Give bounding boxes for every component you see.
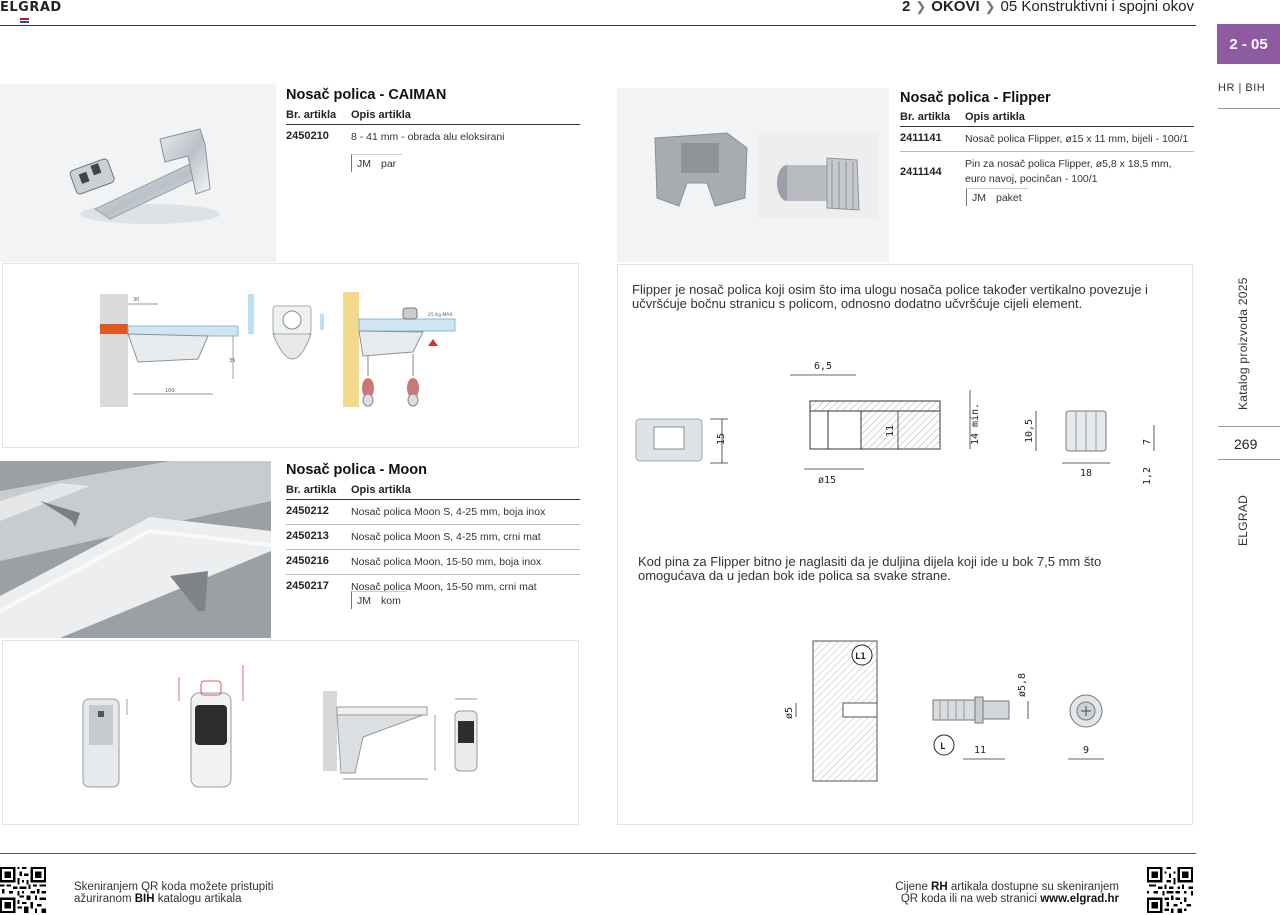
qr-code-bih[interactable] (0, 867, 46, 913)
article-code: 2450213 (286, 530, 329, 542)
dim-label: 10,5 (1024, 418, 1035, 443)
footer-right-line1a: Cijene (895, 881, 932, 893)
article-code: 2411141 (900, 132, 942, 144)
footer-divider (0, 853, 1196, 854)
caiman-unit (351, 148, 402, 172)
dim-label: 14 min. (970, 402, 981, 445)
article-code: 2450210 (286, 130, 329, 142)
col-header-code: Br. artikla (286, 484, 337, 496)
article-description: Nosač polica Moon S, 4-25 mm, boja inox (351, 506, 546, 518)
unit-value: kom (381, 595, 401, 607)
unit-value: par (381, 158, 397, 170)
chevron-right-icon: ❯ (984, 0, 996, 14)
breadcrumb-sub-number[interactable]: 05 (1000, 0, 1018, 15)
brand-logo: ELGRAD (0, 0, 62, 15)
flipper-table (900, 111, 1194, 191)
footer-left-line2b: katalogu artikala (154, 893, 242, 905)
unit-label: JM (357, 595, 371, 607)
dim-label: 30 (133, 297, 140, 303)
dim-label: 11 (885, 424, 896, 437)
dim-label: ø5 (784, 706, 795, 719)
page-number: 269 (1234, 436, 1258, 452)
flipper-info-panel (617, 264, 1193, 825)
col-header-code: Br. artikla (286, 109, 337, 121)
dim-label: ø5,8 (1017, 672, 1028, 697)
moon-unit (351, 585, 407, 609)
dim-label: 15 (716, 432, 727, 445)
breadcrumb-section-number[interactable]: 2 (902, 0, 911, 15)
qr-code-rh[interactable] (1147, 867, 1193, 913)
footer-left-text (74, 881, 273, 905)
table-row[interactable] (900, 127, 1194, 152)
rail-divider (1218, 108, 1280, 109)
unit-label: JM (357, 158, 371, 170)
breadcrumb-subsection[interactable]: Konstruktivni i spojni okov (1021, 0, 1194, 15)
footer-right-text (895, 881, 1119, 905)
dim-label: L (940, 742, 946, 752)
caiman-drawing (2, 263, 579, 448)
col-header-desc: Opis artikla (351, 484, 411, 496)
article-description: Nosač polica Moon, 15-50 mm, boja inox (351, 556, 542, 568)
dim-label: 7 (1142, 438, 1153, 445)
moon-photo (0, 461, 271, 638)
breadcrumb-section[interactable]: OKOVI (931, 0, 980, 15)
dim-label: 100 (165, 388, 175, 394)
chapter-tab[interactable]: 2 - 05 (1217, 24, 1280, 64)
dim-label: 6,5 (814, 361, 833, 372)
table-row[interactable] (286, 525, 580, 550)
pin-description: Kod pina za Flipper bitno je naglasiti da je duljina dijela koji ide u bok 7,5 mm što omogućava da u jedan bok ide polica sa svake strane. (638, 554, 1102, 583)
article-code: 2450217 (286, 580, 329, 592)
dim-label: 1,2 (1142, 466, 1153, 485)
article-description: Nosač polica Flipper, ø15 x 11 mm, bijeli - 100/1 (965, 133, 1189, 145)
moon-drawing (2, 640, 579, 825)
article-description: Nosač polica Moon, 15-50 mm, crni mat (351, 581, 537, 593)
caiman-photo (0, 84, 276, 262)
article-code: 2450212 (286, 505, 329, 517)
article-description: Pin za nosač polica Flipper, ø5,8 x 18,5 mm, euro navoj, pocinčan - 100/1 (965, 158, 1172, 185)
caiman-table (286, 109, 580, 149)
dim-label: 11 (974, 745, 987, 756)
rail-divider (1218, 426, 1280, 427)
article-code: 2411144 (900, 166, 942, 178)
flipper-description: Flipper je nosač polica koji osim što ima ulogu nosača police također vertikalno povezuje i učvršćuje bočnu stranicu s policom, odnosno dodatno učvršćuje cijeli element. (632, 282, 1148, 311)
rail-divider (1218, 459, 1280, 460)
moon-table (286, 484, 580, 599)
dim-label: 9 (1083, 745, 1090, 756)
col-header-code: Br. artikla (900, 111, 951, 123)
article-description: 8 - 41 mm - obrada alu eloksirani (351, 131, 505, 143)
table-row[interactable] (286, 550, 580, 575)
dim-label: 35 (229, 358, 236, 364)
chevron-right-icon: ❯ (915, 0, 927, 14)
load-label: 25 Kg MAX (428, 313, 453, 318)
flipper-photo (617, 88, 889, 262)
footer-left-bold: BIH (134, 893, 155, 905)
footer-left-line1: Skeniranjem QR koda možete pristupiti (74, 881, 274, 893)
table-row[interactable] (286, 500, 580, 525)
flipper-title: Nosač polica - Flipper (900, 90, 1051, 106)
unit-label: JM (972, 192, 986, 204)
language-label: HR | BIH (1218, 82, 1266, 94)
footer-right-line1b: artikala dostupne su skeniranjem (947, 881, 1119, 893)
catalog-label: Katalog proizvoda 2025 (1236, 277, 1250, 410)
header-divider (0, 25, 1196, 26)
dim-label: L1 (855, 652, 866, 662)
brand-vertical: ELGRAD (1236, 494, 1250, 546)
unit-value: paket (996, 192, 1022, 204)
footer-left-line2a: ažuriranom (74, 893, 135, 905)
dim-label: ø15 (818, 475, 837, 486)
article-code: 2450216 (286, 555, 329, 567)
col-header-desc: Opis artikla (351, 109, 411, 121)
breadcrumb (902, 0, 1194, 15)
table-row[interactable] (286, 125, 580, 149)
website-link[interactable]: www.elgrad.hr (1040, 893, 1119, 905)
moon-title: Nosač polica - Moon (286, 462, 427, 478)
table-row[interactable] (900, 152, 1194, 191)
caiman-title: Nosač polica - CAIMAN (286, 87, 447, 103)
footer-right-line2a: QR koda ili na web stranici (900, 893, 1041, 905)
flipper-unit (966, 182, 1028, 206)
dim-label: 18 (1080, 468, 1093, 479)
flag-icon (20, 18, 29, 23)
col-header-desc: Opis artikla (965, 111, 1025, 123)
footer-right-bold: RH (931, 881, 948, 893)
table-row[interactable] (286, 575, 580, 599)
article-description: Nosač polica Moon S, 4-25 mm, crni mat (351, 531, 541, 543)
